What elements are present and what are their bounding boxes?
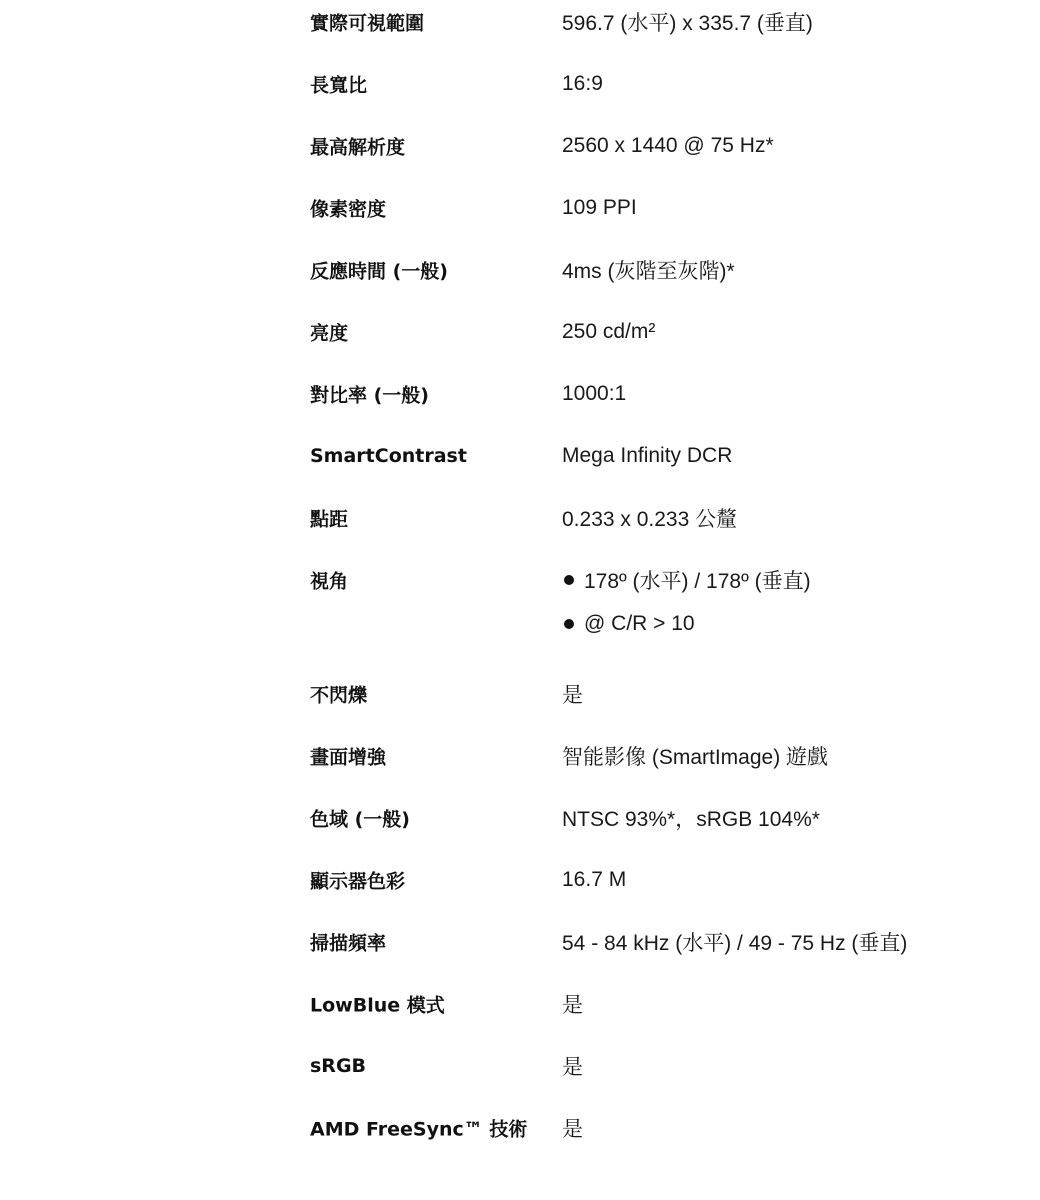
spec-label: 長寬比 bbox=[310, 74, 368, 97]
spec-value: Mega Infinity DCR bbox=[562, 444, 733, 467]
spec-value: NTSC 93%*，sRGB 104%* bbox=[562, 808, 820, 831]
spec-label: AMD FreeSync™ 技術 bbox=[310, 1118, 528, 1141]
spec-value: 4ms (灰階至灰階)* bbox=[562, 260, 735, 283]
spec-row-response-time bbox=[310, 248, 1010, 310]
bullet-icon bbox=[564, 575, 574, 585]
bullet-icon bbox=[564, 619, 574, 629]
spec-row-scanning-frequency bbox=[310, 920, 1010, 982]
bullet-text: @ C/R > 10 bbox=[584, 612, 695, 635]
spec-value: 是 bbox=[562, 1056, 583, 1079]
spec-row-viewable-area bbox=[310, 0, 1010, 62]
spec-row-color-gamut bbox=[310, 796, 1010, 858]
spec-value: 是 bbox=[562, 1118, 583, 1141]
spec-label: 不閃爍 bbox=[310, 684, 368, 707]
spec-label: 掃描頻率 bbox=[310, 932, 387, 955]
spec-table bbox=[310, 0, 1010, 1168]
spec-value: 250 cd/m² bbox=[562, 320, 656, 343]
spec-row-flicker-free bbox=[310, 672, 1010, 734]
spec-row-smartcontrast bbox=[310, 434, 1010, 496]
bullet-text: 178º (水平) / 178º (垂直) bbox=[584, 570, 811, 593]
spec-label: 顯示器色彩 bbox=[310, 870, 406, 893]
spec-label: LowBlue 模式 bbox=[310, 994, 445, 1017]
spec-label: 點距 bbox=[310, 508, 349, 531]
spec-row-amd-freesync bbox=[310, 1106, 1010, 1168]
spec-value: 是 bbox=[562, 994, 583, 1017]
spec-row-lowblue-mode bbox=[310, 982, 1010, 1044]
spec-label: sRGB bbox=[310, 1055, 367, 1077]
spec-value: 0.233 x 0.233 公釐 bbox=[562, 508, 738, 531]
spec-label: 實際可視範圍 bbox=[310, 12, 425, 35]
spec-row-srgb bbox=[310, 1044, 1010, 1106]
spec-label: 像素密度 bbox=[310, 198, 387, 221]
spec-row-max-resolution bbox=[310, 124, 1010, 186]
spec-label: 對比率 (一般) bbox=[310, 384, 429, 407]
spec-value: 2560 x 1440 @ 75 Hz* bbox=[562, 134, 774, 157]
spec-label: 畫面增強 bbox=[310, 746, 387, 769]
spec-row-brightness bbox=[310, 310, 1010, 372]
spec-value: 596.7 (水平) x 335.7 (垂直) bbox=[562, 12, 813, 35]
spec-value: 1000:1 bbox=[562, 382, 627, 405]
spec-value: 是 bbox=[562, 684, 583, 707]
spec-row-display-colors bbox=[310, 858, 1010, 920]
spec-value: 54 - 84 kHz (水平) / 49 - 75 Hz (垂直) bbox=[562, 932, 908, 955]
spec-row-pixel-pitch bbox=[310, 496, 1010, 558]
spec-row-viewing-angle bbox=[310, 558, 1010, 672]
spec-label: 反應時間 (一般) bbox=[310, 260, 448, 283]
spec-row-aspect-ratio bbox=[310, 62, 1010, 124]
spec-label: 視角 bbox=[310, 570, 349, 593]
spec-value: 109 PPI bbox=[562, 196, 637, 219]
spec-row-pixel-density bbox=[310, 186, 1010, 248]
spec-value: 智能影像 (SmartImage) 遊戲 bbox=[562, 746, 829, 769]
spec-label: SmartContrast bbox=[310, 445, 467, 467]
spec-value: 16:9 bbox=[562, 72, 603, 95]
spec-row-picture-enhancement bbox=[310, 734, 1010, 796]
spec-value: 16.7 M bbox=[562, 868, 627, 891]
spec-label: 亮度 bbox=[310, 322, 349, 345]
spec-label: 色域 (一般) bbox=[310, 808, 410, 831]
spec-row-contrast-ratio bbox=[310, 372, 1010, 434]
spec-label: 最高解析度 bbox=[310, 136, 406, 159]
